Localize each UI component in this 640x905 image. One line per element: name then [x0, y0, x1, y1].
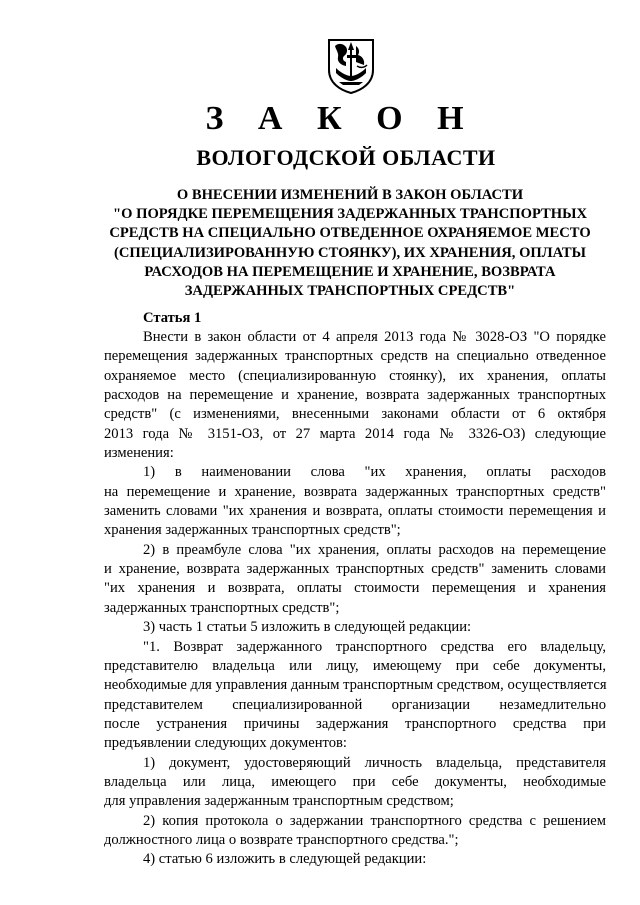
- body-line: представителю владельца или лицу, имеющему при себе документы,: [104, 657, 606, 674]
- body-line: 1) в наименовании слова "их хранения, оплаты расходов: [143, 464, 606, 481]
- body-line: 3) часть 1 статьи 5 изложить в следующей редакции:: [143, 619, 472, 636]
- body-line: задержанных транспортных средств";: [104, 599, 340, 616]
- body-line: Внести в закон области от 4 апреля 2013 года № 3028-ОЗ "О порядке: [143, 329, 606, 345]
- subject-line: "О ПОРЯДКЕ ПЕРЕМЕЩЕНИЯ ЗАДЕРЖАННЫХ ТРАНСПОРТНЫХ: [113, 206, 587, 223]
- body-line: для управления задержанным транспортным средством;: [104, 793, 454, 810]
- subject-line: СРЕДСТВ НА СПЕЦИАЛЬНО ОТВЕДЕННОЕ ОХРАНЯЕМОЕ МЕСТО: [109, 225, 591, 242]
- body-line: после устранения причины задержания транспортного средства при: [104, 715, 606, 732]
- region-title: ВОЛОГОДСКОЙ ОБЛАСТИ: [196, 145, 496, 170]
- body-line: заменить словами "их хранения и возврата, оплаты стоимости перемещения и: [104, 503, 606, 520]
- body-line: расходов на перемещение и хранение, возврата задержанных транспортных: [104, 387, 606, 404]
- subject-line: О ВНЕСЕНИИ ИЗМЕНЕНИЙ В ЗАКОН ОБЛАСТИ: [176, 187, 524, 203]
- body-line: "1. Возврат задержанного транспортного средства его владельцу,: [143, 638, 606, 655]
- body-line: 2013 года № 3151-ОЗ, от 27 марта 2014 года № 3326-ОЗ) следующие: [104, 425, 606, 442]
- body-line: 2) копия протокола о задержании транспортного средства с решением: [143, 812, 606, 829]
- subject-line: ЗАДЕРЖАННЫХ ТРАНСПОРТНЫХ СРЕДСТВ": [184, 283, 516, 300]
- article-body: [104, 328, 606, 870]
- body-line: хранения задержанных транспортных средств";: [104, 522, 401, 539]
- body-line: средств" (с изменениями, внесенными законами области от 6 октября: [104, 406, 606, 423]
- law-subject: [100, 186, 600, 301]
- subject-line: (СПЕЦИАЛИЗИРОВАННУЮ СТОЯНКУ), ИХ ХРАНЕНИЯ, ОПЛАТЫ: [114, 244, 586, 261]
- body-line: перемещения задержанных транспортных средств на специально отведенное: [104, 348, 606, 365]
- body-line: 2) в преамбуле слова "их хранения, оплаты расходов на перемещение: [143, 541, 606, 558]
- body-line: владельца или лица, имеющего при себе документы, необходимые: [104, 773, 606, 790]
- body-line: должностного лица о возврате транспортного средства.";: [104, 831, 459, 848]
- body-line: на перемещение и хранение, возврата задержанных транспортных средств": [104, 483, 606, 500]
- body-line: охраняемое место (специализированную стоянку), их хранения, оплаты: [104, 367, 606, 384]
- subject-line: РАСХОДОВ НА ПЕРЕМЕЩЕНИЕ И ХРАНЕНИЕ, ВОЗВРАТА: [144, 263, 556, 280]
- law-title: З А К О Н: [205, 100, 477, 137]
- body-line: предъявлении следующих документов:: [104, 735, 347, 752]
- body-line: 4) статью 6 изложить в следующей редакции:: [143, 851, 427, 868]
- body-line: необходимые для управления данным транспортным средством, осуществляется: [104, 677, 607, 694]
- vologda-coat-of-arms-icon: [326, 38, 376, 94]
- body-line: изменения:: [104, 445, 174, 462]
- body-line: "их хранения и возврата, оплаты стоимости перемещения и хранения: [104, 580, 606, 597]
- body-line: 1) документ, удостоверяющий личность владельца, представителя: [143, 754, 606, 771]
- article-heading: Статья 1: [143, 310, 202, 326]
- body-line: и хранение, возврата задержанных транспортных средств" заменить словами: [104, 561, 606, 578]
- body-line: представителем специализированной организации незамедлительно: [104, 696, 606, 713]
